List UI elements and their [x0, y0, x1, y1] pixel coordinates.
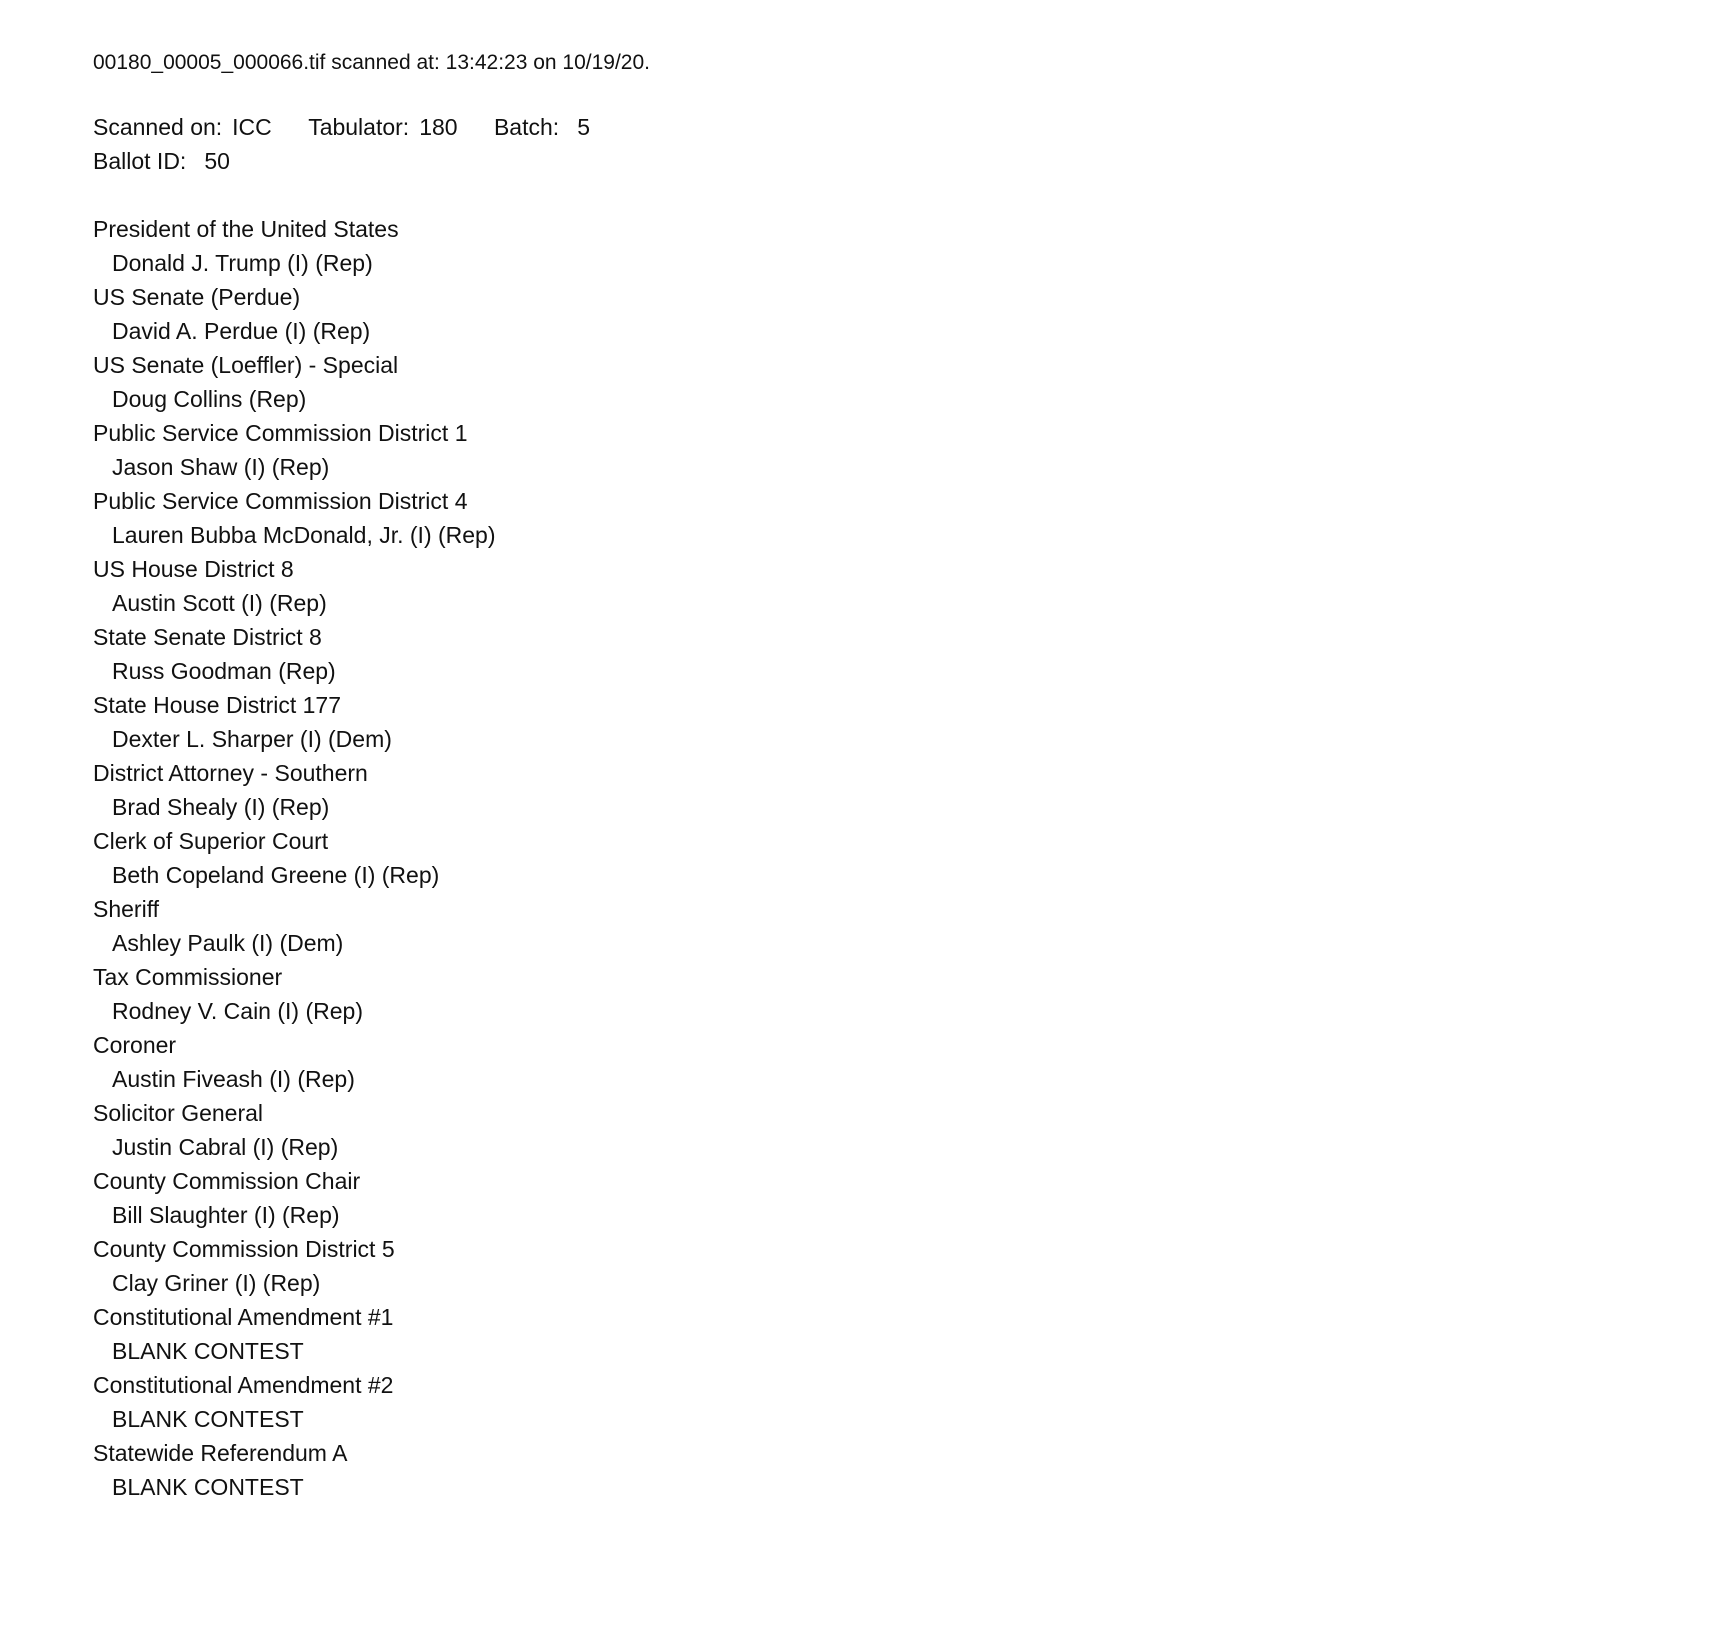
contest-block	[93, 1300, 1670, 1368]
contest-choice: Russ Goodman (Rep)	[112, 658, 336, 684]
contest-name: Statewide Referendum A	[93, 1440, 348, 1466]
contest-choice: Doug Collins (Rep)	[112, 386, 307, 412]
contest-name: Coroner	[93, 1032, 177, 1058]
scanned-on-pair	[93, 110, 272, 144]
scan-metadata-block	[93, 110, 1670, 178]
contest-choice: Austin Scott (I) (Rep)	[112, 590, 327, 616]
contest-choice: Bill Slaughter (I) (Rep)	[112, 1202, 340, 1228]
contest-name: Public Service Commission District 1	[93, 420, 468, 446]
contest-choice: Jason Shaw (I) (Rep)	[112, 454, 330, 480]
contest-list	[93, 212, 1670, 1504]
contest-block	[93, 892, 1670, 960]
contest-name: Solicitor General	[93, 1100, 264, 1126]
contest-name: Public Service Commission District 4	[93, 488, 468, 514]
scan-info-line	[93, 110, 1670, 144]
contest-block	[93, 416, 1670, 484]
contest-name: US House District 8	[93, 556, 294, 582]
contest-name: Constitutional Amendment #1	[93, 1304, 394, 1330]
contest-choice: Lauren Bubba McDonald, Jr. (I) (Rep)	[112, 522, 496, 548]
contest-name: State House District 177	[93, 692, 342, 718]
batch-label: Batch:	[493, 114, 560, 140]
contest-block	[93, 484, 1670, 552]
contest-name: US Senate (Loeffler) - Special	[93, 352, 399, 378]
contest-name: US Senate (Perdue)	[93, 284, 301, 310]
contest-choice: Clay Griner (I) (Rep)	[112, 1270, 321, 1296]
ballot-id-value: 50	[204, 148, 230, 174]
contest-block	[93, 1028, 1670, 1096]
ballot-id-pair	[93, 144, 230, 178]
contest-block	[93, 348, 1670, 416]
contest-name: Clerk of Superior Court	[93, 828, 329, 854]
batch-value: 5	[577, 114, 590, 140]
batch-pair	[494, 110, 590, 144]
contest-name: President of the United States	[93, 216, 399, 242]
contest-block	[93, 620, 1670, 688]
contest-name: State Senate District 8	[93, 624, 322, 650]
tabulator-pair	[308, 110, 457, 144]
contest-block	[93, 552, 1670, 620]
contest-choice: Ashley Paulk (I) (Dem)	[112, 930, 344, 956]
scanned-on-value: ICC	[232, 114, 272, 140]
scanned-on-label: Scanned on:	[93, 114, 223, 140]
contest-choice: Beth Copeland Greene (I) (Rep)	[112, 862, 440, 888]
contest-block	[93, 756, 1670, 824]
contest-block	[93, 1232, 1670, 1300]
contest-choice: Donald J. Trump (I) (Rep)	[112, 250, 373, 276]
ballot-id-label: Ballot ID:	[93, 148, 187, 174]
contest-name: Sheriff	[93, 896, 160, 922]
contest-choice: David A. Perdue (I) (Rep)	[112, 318, 371, 344]
contest-name: Constitutional Amendment #2	[93, 1372, 394, 1398]
contest-block	[93, 280, 1670, 348]
contest-choice: Rodney V. Cain (I) (Rep)	[112, 998, 363, 1024]
contest-name: Tax Commissioner	[93, 964, 283, 990]
tabulator-label: Tabulator:	[308, 114, 410, 140]
contest-block	[93, 1436, 1670, 1504]
contest-block	[93, 960, 1670, 1028]
contest-choice: BLANK CONTEST	[112, 1406, 304, 1432]
contest-choice: BLANK CONTEST	[112, 1338, 304, 1364]
tabulator-value: 180	[419, 114, 458, 140]
contest-block	[93, 212, 1670, 280]
contest-block	[93, 824, 1670, 892]
contest-choice: Dexter L. Sharper (I) (Dem)	[112, 726, 392, 752]
contest-choice: Austin Fiveash (I) (Rep)	[112, 1066, 355, 1092]
contest-choice: Justin Cabral (I) (Rep)	[112, 1134, 339, 1160]
contest-block	[93, 688, 1670, 756]
contest-name: District Attorney - Southern	[93, 760, 368, 786]
contest-choice: Brad Shealy (I) (Rep)	[112, 794, 330, 820]
contest-name: County Commission Chair	[93, 1168, 361, 1194]
contest-block	[93, 1368, 1670, 1436]
contest-block	[93, 1096, 1670, 1164]
contest-choice: BLANK CONTEST	[112, 1474, 304, 1500]
ballot-id-line	[93, 144, 1670, 178]
scan-filename-line: 00180_00005_000066.tif scanned at: 13:42:23 on 10/19/20.	[93, 51, 650, 74]
contest-block	[93, 1164, 1670, 1232]
contest-name: County Commission District 5	[93, 1236, 395, 1262]
